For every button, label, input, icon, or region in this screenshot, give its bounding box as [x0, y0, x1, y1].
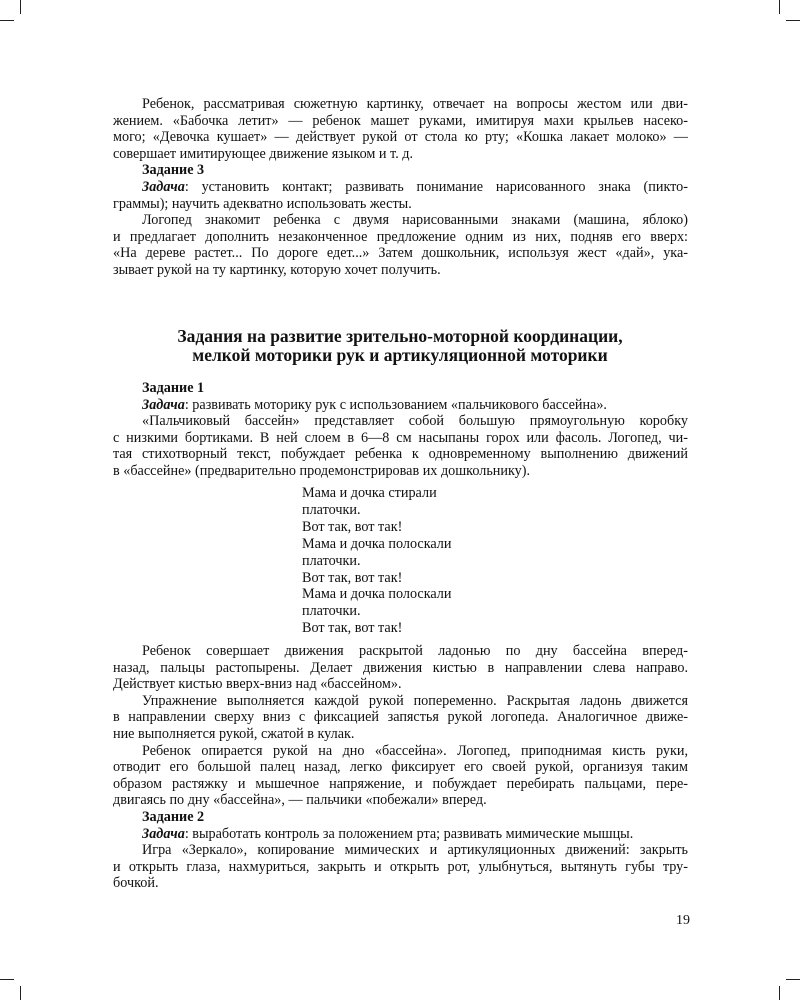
text-block-bottom [113, 643, 688, 892]
goal-label: Задача [142, 178, 185, 195]
paragraph-line [113, 196, 688, 213]
goal-paragraph [113, 179, 688, 212]
paragraph-line: отводит его большой палец назад, легко фиксирует его своей рукой, организуя таким [113, 759, 688, 776]
paragraph-line: образом растяжку и мышечное напряжение, и побуждает перебирать пальцами, пере- [113, 775, 688, 792]
poem-line: Мама и дочка полоскали [302, 535, 452, 552]
goal-label: Задача [142, 396, 185, 413]
poem-line: платочки. [302, 603, 361, 620]
goal-text: : установить контакт; развивать понимание нарисованного знака (пикто- [184, 178, 688, 195]
goal-label: Задача [142, 825, 185, 842]
paragraph [113, 413, 688, 479]
paragraph-line: «Пальчиковый бассейн» представляет собой большую прямоугольную коробку [142, 413, 688, 430]
paragraph-line: и предлагает дополнить незаконченное предложение одним из них, подняв его вверх: [113, 228, 688, 245]
poem-line: Вот так, вот так! [302, 518, 403, 535]
paragraph-line: Ребенок совершает движения раскрытой ладонью по дну бассейна вперед- [142, 643, 688, 659]
paragraph-line: мого; «Девочка кушает» — действует рукой от стола ко рту; «Кошка лакает молоко» — [113, 129, 688, 146]
crop-mark [0, 979, 14, 980]
poem-line: платочки. [302, 501, 361, 518]
page-number: 19 [676, 913, 690, 928]
paragraph-line: Ребенок опирается рукой на дно «бассейна». Логопед, приподнимая кисть руки, [142, 742, 688, 759]
crop-mark [786, 20, 800, 21]
paragraph-line: в направлении сверху вниз с фиксацией запястья рукой логопеда. Аналогичное движе- [113, 709, 688, 726]
paragraph-line: тая стихотворный текст, побуждает ребенка к одновременному выполнению движений [113, 446, 688, 463]
goal-text: граммы); научить адекватно использовать жесты. [113, 195, 412, 212]
paragraph-line: бочкой. [113, 875, 159, 892]
paragraph [113, 212, 688, 278]
poem-line: Мама и дочка стирали [302, 485, 437, 501]
paragraph-line: зывает рукой на ту картинку, которую хочет получить. [113, 261, 441, 278]
paragraph-line: Действует кистью вверх-вниз над «бассейном». [113, 676, 402, 693]
paragraph-line [113, 826, 688, 843]
poem [302, 485, 451, 637]
poem-line: Мама и дочка полоскали [302, 586, 452, 603]
paragraph [113, 842, 688, 892]
crop-mark [20, 0, 21, 14]
task-heading: Задание 2 [142, 808, 205, 825]
poem-line: Вот так, вот так! [302, 569, 403, 586]
paragraph [113, 96, 688, 162]
paragraph-line: назад, пальцы растопырены. Делает движения кистью в направлении слева направо. [113, 659, 688, 676]
task-heading: Задание 3 [142, 162, 205, 179]
paragraph-line: Упражнение выполняется каждой рукой попеременно. Раскрытая ладонь движется [142, 692, 688, 709]
paragraph-line: двигаясь по дну «бассейна», — пальчики «побежали» вперед. [113, 792, 487, 809]
paragraph-line: в «бассейне» (предварительно продемонстрировав их дошкольнику). [113, 462, 531, 479]
paragraph-line: Ребенок, рассматривая сюжетную картинку, отвечает на вопросы жестом или дви- [142, 96, 688, 112]
paragraph [113, 743, 688, 809]
text-block-middle [113, 380, 688, 480]
section-heading [100, 327, 700, 365]
task-heading: Задание 1 [142, 380, 205, 396]
crop-mark [20, 986, 21, 1000]
goal-text: : выработать контроль за положением рта; развивать мимические мышцы. [184, 825, 634, 842]
paragraph-line: Логопед знакомит ребенка с двумя нарисованными знаками (машина, яблоко) [142, 212, 688, 229]
crop-mark [779, 0, 780, 14]
crop-mark [779, 986, 780, 1000]
paragraph-line: и открыть глаза, нахмуриться, закрыть и открыть рот, улыбнуться, вытянуть губы тру- [113, 858, 688, 875]
crop-mark [786, 979, 800, 980]
paragraph-line: «На дереве растет... По дороге едет...» Затем дошкольник, используя жест «дай», ука- [113, 245, 688, 262]
paragraph-line [113, 179, 688, 196]
heading-line: Задания на развитие зрительно-моторной координации, [177, 326, 623, 346]
goal-paragraph [113, 397, 688, 414]
poem-line: Вот так, вот так! [302, 620, 403, 637]
poem-line: платочки. [302, 552, 361, 569]
paragraph-line: Игра «Зеркало», копирование мимических и артикуляционных движений: закрыть [142, 842, 688, 859]
paragraph-line: совершает имитирующее движение языком и т. д. [113, 145, 414, 162]
paragraph-line: жением. «Бабочка летит» — ребенок машет руками, имитируя махи крыльев насеко- [113, 112, 688, 129]
crop-mark [0, 20, 14, 21]
paragraph-line: ние выполняется рукой, сжатой в кулак. [113, 725, 355, 742]
goal-text: : развивать моторику рук с использованием «пальчикового бассейна». [184, 396, 607, 413]
paragraph [113, 693, 688, 743]
text-block-top [113, 96, 688, 279]
paragraph-line: с низкими бортиками. В ней слоем в 6—8 см насыпаны горох или фасоль. Логопед, чи- [113, 429, 688, 446]
heading-line: мелкой моторики рук и артикуляционной моторики [192, 345, 608, 365]
paragraph-line [113, 397, 688, 414]
goal-paragraph [113, 826, 688, 843]
paragraph [113, 643, 688, 693]
